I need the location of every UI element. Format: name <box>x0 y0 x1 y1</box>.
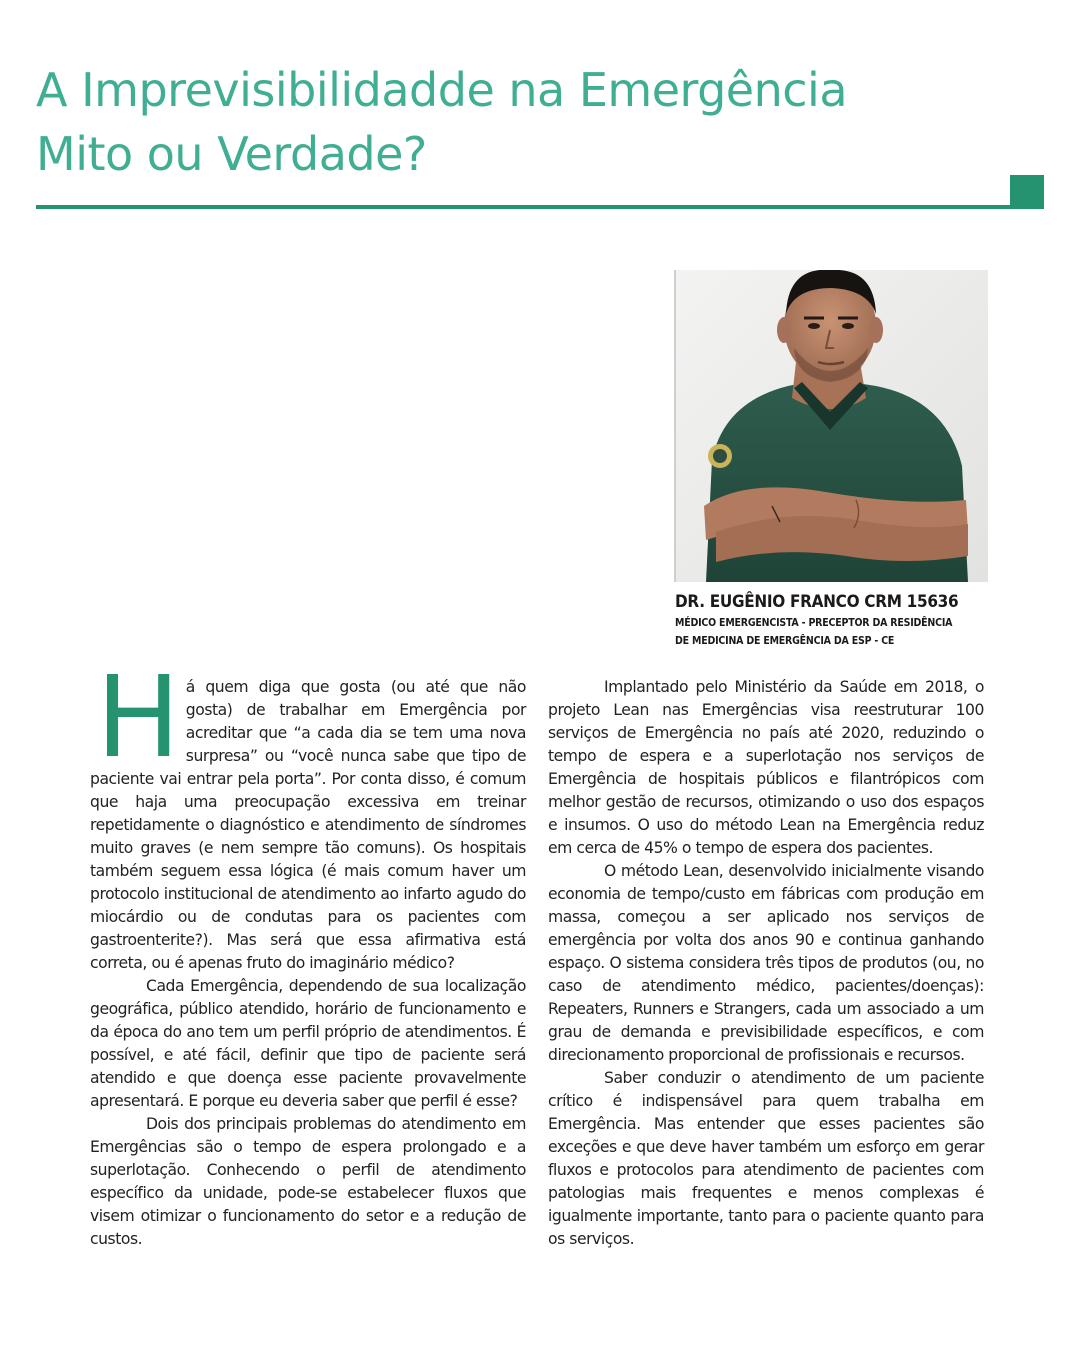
title-accent-square <box>1010 175 1044 209</box>
paragraph: Implantado pelo Ministério da Saúde em 2018, o projeto Lean nas Emergências visa reestruturar 100 serviços de Emergência no país até 2020, reduzindo o tempo de espera e a superlotação nos serviços de Emergência de hospitais públicos e filantrópicos com melhor gestão de recursos, otimizando o uso dos espaços e insumos. O uso do método Lean na Emergência reduz em cerca de 45% o tempo de espera dos pacientes. <box>548 678 984 857</box>
title-underline <box>36 205 1012 209</box>
author-role-line-1: MÉDICO EMERGENCISTA - PRECEPTOR DA RESIDÊNCIA <box>675 617 953 629</box>
article-title-line-1: A Imprevisibilidadde na Emergência <box>36 63 848 117</box>
paragraph-text: á quem diga que gosta (ou até que não gosta) de trabalhar em Emergência por acreditar que “a cada dia se tem uma nova surpresa” ou “você nunca sabe que tipo de paciente vai entrar pela porta”. Por conta disso, é comum que haja uma preocupação excessiva em treinar repetidamente o diagnóstico e atendimento de síndromes muito graves (e nem sempre tão comuns). Os hospitais também seguem essa lógica (é mais comum haver um protocolo institucional de atendimento ao infarto agudo do miocárdio ou de condutas para os pacientes com gastroenterite?). Mas será que essa afirmativa está correta, ou é apenas fruto do imaginário médico? <box>90 678 526 972</box>
author-photo <box>674 270 988 582</box>
author-name: DR. EUGÊNIO FRANCO CRM 15636 <box>675 592 959 612</box>
article-title <box>36 58 847 186</box>
body-column-right <box>548 676 984 1251</box>
paragraph: Saber conduzir o atendimento de um paciente crítico é indispensável para quem trabalha em Emergência. Mas entender que esses pacientes são exceções e que deve haver também um esforço em gerar fluxos e protocolos para atendimento de pacientes com patologias mais frequentes e menos complexas é igualmente importante, tanto para o paciente quanto para os serviços. <box>548 1069 984 1248</box>
drop-cap: H <box>96 653 180 783</box>
author-caption <box>675 590 1005 650</box>
article-title-line-2: Mito ou Verdade? <box>36 127 427 181</box>
paragraph: Dois dos principais problemas do atendimento em Emergências são o tempo de espera prolongado e a superlotação. Conhecendo o perfil de atendimento específico da unidade, pode-se estabelecer fluxos que visem otimizar o funcionamento do setor e a redução de custos. <box>90 1115 526 1248</box>
body-column-left <box>90 653 526 1251</box>
paragraph: Cada Emergência, dependendo de sua localização geográfica, público atendido, horário de funcionamento e da época do ano tem um perfil próprio de atendimentos. É possível, e até fácil, definir que tipo de paciente será atendido e que doença esse paciente provavelmente apresentará. E porque eu deveria saber que perfil é esse? <box>90 977 526 1110</box>
author-role-line-2: DE MEDICINA DE EMERGÊNCIA DA ESP - CE <box>675 635 895 647</box>
paragraph: O método Lean, desenvolvido inicialmente visando economia de tempo/custo em fábricas com produção em massa, começou a ser aplicado nos serviços de emergência por volta dos anos 90 e continua ganhando espaço. O sistema considera três tipos de produtos (ou, no caso de atendimento médico, pacientes/doenças): Repeaters, Runners e Strangers, cada um associado a um grau de demanda e previsibilidade específicos, e com direcionamento proporcional de profissionais e recursos. <box>548 862 984 1064</box>
paragraph <box>90 653 526 975</box>
